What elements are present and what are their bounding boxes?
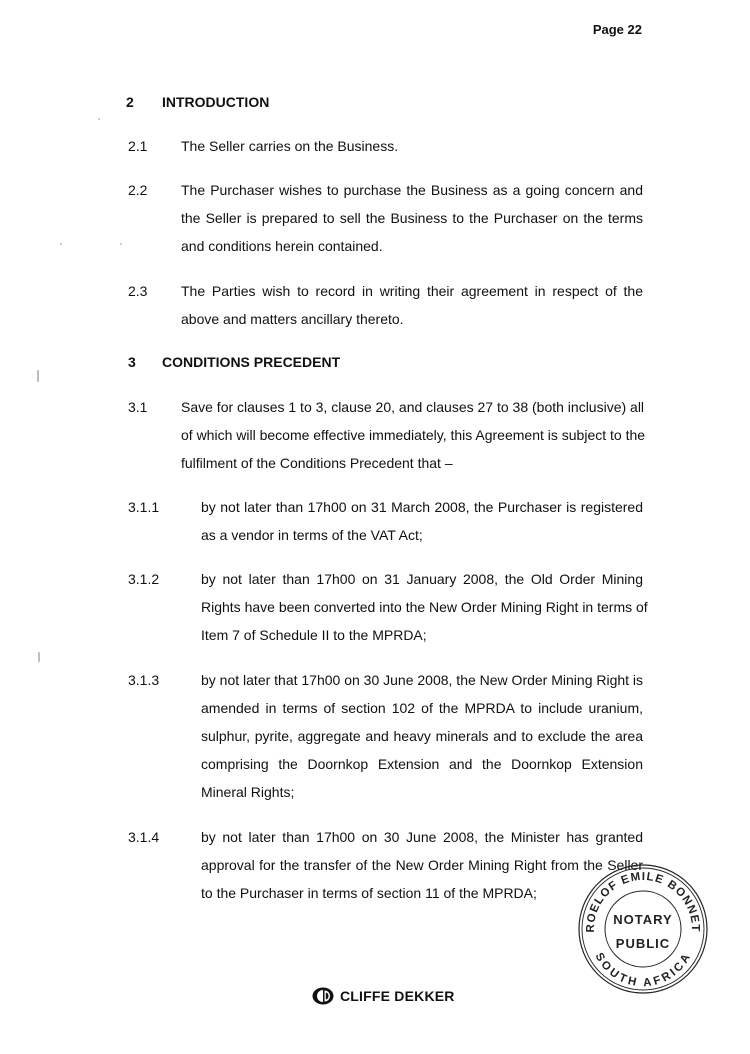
clause-line: and conditions herein contained. <box>181 238 383 254</box>
section-number: 3 <box>128 354 136 370</box>
clause-line: comprising the Doornkop Extension and the Doornkop Extension <box>201 756 643 772</box>
clause-line: approval for the transfer of the New Order Mining Right from the Seller <box>201 857 643 873</box>
clause-line: above and matters ancillary thereto. <box>181 311 404 327</box>
footer-logo <box>312 986 455 1006</box>
footer-firm-name: CLIFFE DEKKER <box>340 988 455 1004</box>
clause-number: 2.2 <box>128 182 148 198</box>
scan-speck <box>120 243 122 245</box>
cliffe-dekker-logo-icon <box>312 987 334 1005</box>
page-number: Page 22 <box>592 22 642 37</box>
clause-line: The Purchaser wishes to purchase the Business as a going concern and <box>181 182 643 198</box>
clause-line: The Seller carries on the Business. <box>181 138 399 154</box>
clause-line: Item 7 of Schedule II to the MPRDA; <box>201 627 427 643</box>
clause-number: 2.3 <box>128 283 148 299</box>
clause-line: by not later than 17h00 on 30 June 2008, the Minister has granted <box>201 829 643 845</box>
clause-line: Rights have been converted into the New Order Mining Right in terms of <box>201 599 648 615</box>
notary-stamp <box>576 862 710 996</box>
clause-line: by not later that 17h00 on 30 June 2008, the New Order Mining Right is <box>201 672 644 688</box>
section-title: INTRODUCTION <box>162 94 270 110</box>
clause-line: as a vendor in terms of the VAT Act; <box>201 527 423 543</box>
clause-line: by not later than 17h00 on 31 January 2008, the Old Order Mining <box>201 571 643 587</box>
clause-line: of which will become effective immediately, this Agreement is subject to the <box>181 427 646 443</box>
clause-line: fulfilment of the Conditions Precedent that – <box>181 455 453 471</box>
clause-number: 3.1.1 <box>128 499 160 515</box>
scan-speck <box>60 243 62 245</box>
clause-line: by not later than 17h00 on 31 March 2008, the Purchaser is registered <box>201 499 643 515</box>
clause-number: 2.1 <box>128 138 148 154</box>
clause-number: 3.1 <box>128 399 148 415</box>
stamp-ring-top: ROELOF EMILE BONNET <box>584 870 702 933</box>
clause-line: to the Purchaser in terms of section 11 of the MPRDA; <box>201 885 537 901</box>
section-number: 2 <box>126 94 134 110</box>
stamp-line-notary: NOTARY <box>613 912 673 927</box>
clause-line: The Parties wish to record in writing their agreement in respect of the <box>181 283 643 299</box>
scan-speck <box>38 652 40 662</box>
stamp-line-public: PUBLIC <box>615 936 671 951</box>
clause-line: Mineral Rights; <box>201 784 295 800</box>
clause-line: Save for clauses 1 to 3, clause 20, and clauses 27 to 38 (both inclusive) all <box>181 399 645 415</box>
clause-number: 3.1.4 <box>128 829 160 845</box>
section-title: CONDITIONS PRECEDENT <box>162 354 341 370</box>
clause-number: 3.1.2 <box>128 571 160 587</box>
clause-line: the Seller is prepared to sell the Business to the Purchaser on the terms <box>181 210 643 226</box>
clause-number: 3.1.3 <box>128 672 160 688</box>
scan-speck <box>37 370 39 382</box>
stamp-ring-bottom: SOUTH AFRICA <box>592 951 694 990</box>
scan-speck <box>98 118 100 120</box>
clause-line: amended in terms of section 102 of the MPRDA to include uranium, <box>201 700 643 716</box>
svg-text:SOUTH AFRICA <box>593 951 694 989</box>
clause-line: sulphur, pyrite, aggregate and heavy minerals and to exclude the area <box>201 728 643 744</box>
